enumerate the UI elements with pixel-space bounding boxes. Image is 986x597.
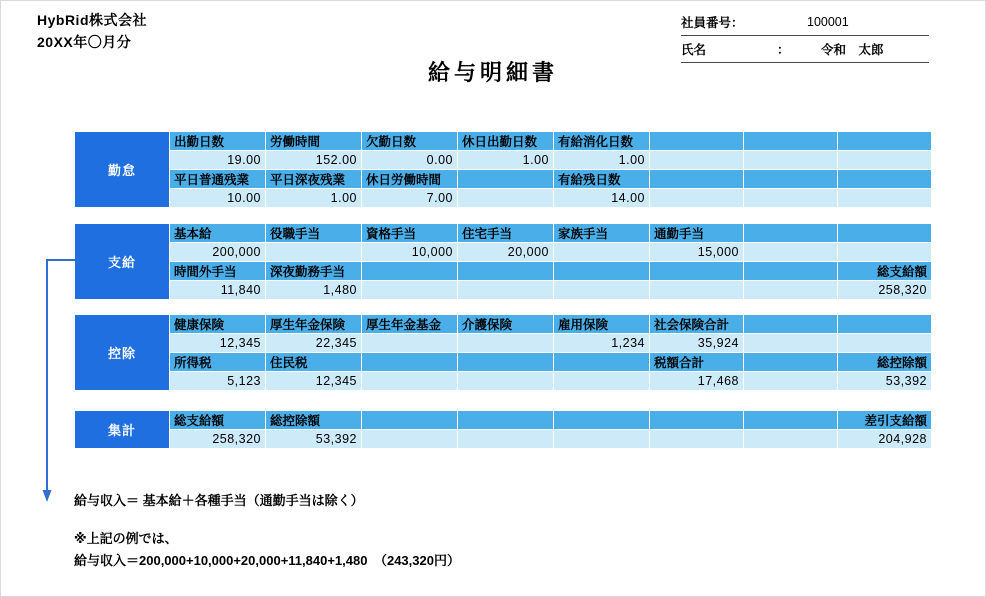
cell-value <box>744 281 838 300</box>
table-row <box>75 224 932 243</box>
cell-value <box>554 281 650 300</box>
employee-name-value: 令和 太郎 <box>821 43 884 57</box>
col-header <box>744 132 838 151</box>
company-name: HybRid株式会社 <box>37 12 147 28</box>
col-header <box>744 224 838 243</box>
col-header <box>650 262 744 281</box>
employee-name-label: 氏名 <box>681 43 707 57</box>
cell-value: 15,000 <box>650 243 744 262</box>
cell-value: 22,345 <box>266 334 362 353</box>
col-header <box>744 411 838 430</box>
cell-value-net: 204,928 <box>838 430 932 449</box>
table-row <box>75 430 932 449</box>
cell-value <box>362 430 458 449</box>
col-header <box>650 411 744 430</box>
cell-value: 0.00 <box>362 151 458 170</box>
summary-table <box>74 410 932 449</box>
cell-value <box>266 243 362 262</box>
section-label-deductions: 控除 <box>75 315 170 391</box>
cell-value <box>650 430 744 449</box>
table-row <box>75 151 932 170</box>
example-note <box>74 528 460 572</box>
col-header <box>650 170 744 189</box>
col-header <box>362 353 458 372</box>
page-title: 給与明細書 <box>427 60 558 85</box>
cell-value <box>650 189 744 208</box>
table-row <box>75 243 932 262</box>
col-header: 資格手当 <box>362 224 458 243</box>
section-label-summary: 集計 <box>75 411 170 449</box>
cell-value-total: 53,392 <box>838 372 932 391</box>
col-header: 雇用保険 <box>554 315 650 334</box>
cell-value <box>650 281 744 300</box>
cell-value: 7.00 <box>362 189 458 208</box>
col-header <box>458 411 554 430</box>
col-header: 社会保険合計 <box>650 315 744 334</box>
col-header: 通勤手当 <box>650 224 744 243</box>
cell-value: 53,392 <box>266 430 362 449</box>
col-header <box>744 170 838 189</box>
cell-value <box>744 151 838 170</box>
employee-id-row <box>681 9 929 36</box>
col-header: 深夜勤務手当 <box>266 262 362 281</box>
cell-value: 5,123 <box>170 372 266 391</box>
col-header: 有給消化日数 <box>554 132 650 151</box>
cell-value: 20,000 <box>458 243 554 262</box>
col-header <box>458 262 554 281</box>
col-header: 厚生年金基金 <box>362 315 458 334</box>
company-header <box>37 9 147 53</box>
cell-value: 35,924 <box>650 334 744 353</box>
col-header: 平日深夜残業 <box>266 170 362 189</box>
cell-value <box>554 243 650 262</box>
cell-value <box>838 151 932 170</box>
col-header: 住宅手当 <box>458 224 554 243</box>
col-header: 出勤日数 <box>170 132 266 151</box>
cell-value: 258,320 <box>170 430 266 449</box>
cell-value <box>362 281 458 300</box>
cell-value: 10.00 <box>170 189 266 208</box>
col-header: 欠勤日数 <box>362 132 458 151</box>
cell-value <box>554 372 650 391</box>
col-header: 住民税 <box>266 353 362 372</box>
cell-value <box>458 334 554 353</box>
cell-value: 1,234 <box>554 334 650 353</box>
cell-value <box>838 334 932 353</box>
col-header <box>458 353 554 372</box>
table-row <box>75 334 932 353</box>
cell-value-total: 258,320 <box>838 281 932 300</box>
col-header <box>554 262 650 281</box>
col-header: 総支給額 <box>170 411 266 430</box>
col-header: 厚生年金保険 <box>266 315 362 334</box>
section-label-earnings: 支給 <box>75 224 170 300</box>
cell-value: 200,000 <box>170 243 266 262</box>
cell-value <box>362 334 458 353</box>
col-header <box>362 262 458 281</box>
cell-value <box>458 430 554 449</box>
cell-value: 1.00 <box>266 189 362 208</box>
cell-value: 1.00 <box>458 151 554 170</box>
cell-value: 14.00 <box>554 189 650 208</box>
cell-value: 1.00 <box>554 151 650 170</box>
col-header: 健康保険 <box>170 315 266 334</box>
col-header: 総控除額 <box>266 411 362 430</box>
cell-value <box>458 281 554 300</box>
cell-value <box>744 189 838 208</box>
col-header <box>838 170 932 189</box>
col-header: 所得税 <box>170 353 266 372</box>
employee-info-box <box>681 9 929 63</box>
cell-value <box>744 372 838 391</box>
col-header <box>744 315 838 334</box>
table-row <box>75 353 932 372</box>
cell-value <box>554 430 650 449</box>
cell-value <box>744 243 838 262</box>
table-row <box>75 372 932 391</box>
col-header <box>744 353 838 372</box>
col-header-total: 総控除額 <box>838 353 932 372</box>
example-note-line1: ※上記の例では、 <box>74 531 178 546</box>
cell-value <box>458 189 554 208</box>
cell-value: 12,345 <box>170 334 266 353</box>
col-header <box>554 411 650 430</box>
col-header: 基本給 <box>170 224 266 243</box>
cell-value <box>650 151 744 170</box>
col-header-net: 差引支給額 <box>838 411 932 430</box>
col-header <box>838 132 932 151</box>
formula-note: 給与収入＝ 基本給＋各種手当（通勤手当は除く） <box>74 493 364 508</box>
col-header <box>458 170 554 189</box>
col-header: 休日出勤日数 <box>458 132 554 151</box>
col-header: 平日普通残業 <box>170 170 266 189</box>
table-row <box>75 281 932 300</box>
col-header <box>362 411 458 430</box>
col-header: 労働時間 <box>266 132 362 151</box>
earnings-table <box>74 223 932 300</box>
cell-value: 152.00 <box>266 151 362 170</box>
pay-period: 20XX年〇月分 <box>37 34 132 50</box>
employee-id-value: 100001 <box>807 15 849 29</box>
cell-value <box>362 372 458 391</box>
attendance-table <box>74 131 932 208</box>
col-header: 有給残日数 <box>554 170 650 189</box>
col-header: 休日労働時間 <box>362 170 458 189</box>
table-row <box>75 170 932 189</box>
section-label-attendance: 勤怠 <box>75 132 170 208</box>
table-row <box>75 411 932 430</box>
example-note-line2: 給与収入＝200,000+10,000+20,000+11,840+1,480 （243,320円） <box>74 553 460 568</box>
cell-value: 19.00 <box>170 151 266 170</box>
cell-value <box>838 189 932 208</box>
table-row <box>75 132 932 151</box>
col-header <box>650 132 744 151</box>
cell-value: 12,345 <box>266 372 362 391</box>
col-header <box>554 353 650 372</box>
col-header <box>838 224 932 243</box>
table-row <box>75 262 932 281</box>
col-header: 介護保険 <box>458 315 554 334</box>
col-header: 時間外手当 <box>170 262 266 281</box>
deductions-table <box>74 314 932 391</box>
cell-value <box>838 243 932 262</box>
table-row <box>75 315 932 334</box>
cell-value <box>744 430 838 449</box>
cell-value: 10,000 <box>362 243 458 262</box>
col-header: 税額合計 <box>650 353 744 372</box>
cell-value: 17,468 <box>650 372 744 391</box>
cell-value <box>744 334 838 353</box>
table-row <box>75 189 932 208</box>
col-header <box>744 262 838 281</box>
employee-id-label: 社員番号： <box>681 16 744 30</box>
employee-name-colon: ： <box>777 43 790 57</box>
col-header: 家族手当 <box>554 224 650 243</box>
col-header: 役職手当 <box>266 224 362 243</box>
cell-value <box>458 372 554 391</box>
col-header-total: 総支給額 <box>838 262 932 281</box>
cell-value: 1,480 <box>266 281 362 300</box>
cell-value: 11,840 <box>170 281 266 300</box>
col-header <box>838 315 932 334</box>
